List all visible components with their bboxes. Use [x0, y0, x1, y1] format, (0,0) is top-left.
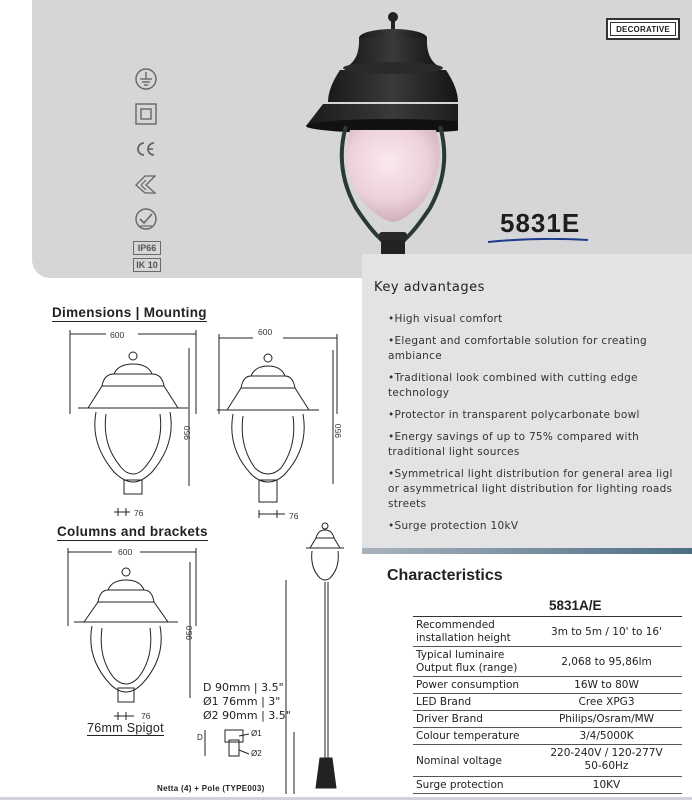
spigot-d-label: D — [197, 733, 203, 742]
spec-value: 10KV — [592, 779, 621, 791]
spigot-caption: 76mm Spigot — [87, 721, 164, 735]
columns-title: Columns and brackets — [57, 524, 208, 539]
spec-row — [413, 617, 682, 647]
spec-row — [413, 728, 682, 745]
pole-caption: Netta (4) + Pole (TYPE003) — [157, 784, 265, 793]
spec-row — [413, 694, 682, 711]
dimension-spigot-label: 76 — [289, 511, 299, 521]
spec-value: 3/4/5000K — [579, 730, 634, 742]
spec-line: D 90mm | 3.5" — [203, 681, 284, 694]
double-insulation-icon — [133, 101, 159, 127]
model-name: 5831E — [500, 208, 581, 238]
dimension-height-label: 950 — [333, 423, 343, 438]
spec-row — [413, 677, 682, 694]
category-badge — [606, 18, 680, 40]
spec-key: LED Brand — [416, 696, 472, 708]
advantage-item: • Symmetrical light distribution for general area ligl or asymmetrical light distribution for lighting roads streets — [388, 467, 688, 512]
advantage-item: • Elegant and comfortable solution for creating ambiance — [388, 334, 688, 364]
ip-rating-badge: IP66 — [133, 241, 161, 255]
certification-icons — [133, 66, 163, 275]
advantage-item: • Traditional look combined with cutting edge technology — [388, 371, 688, 401]
advantage-item: • Protector in transparent polycarbonate bowl — [388, 408, 688, 423]
spigot-o2-label: Ø2 — [251, 749, 262, 758]
spec-row — [413, 647, 682, 677]
spec-row — [413, 777, 682, 794]
key-advantages-title: Key advantages — [374, 280, 485, 295]
column-width-label: 600 — [118, 547, 133, 557]
dimension-width-label: 600 — [258, 327, 273, 337]
dimension-spigot-label: 76 — [134, 508, 144, 518]
ik-rating-badge: IK 10 — [133, 258, 161, 272]
ce-mark-icon — [133, 136, 159, 162]
spec-row — [413, 711, 682, 728]
rohs-check-icon — [133, 206, 159, 232]
advantage-item: • Surge protection 10kV — [388, 519, 688, 534]
spec-line: Ø2 90mm | 3.5" — [203, 709, 291, 722]
spec-value: 16W to 80W — [574, 679, 639, 691]
spec-row — [413, 745, 682, 777]
spec-key: Surge protection — [416, 779, 504, 791]
column-bracket-drawing — [64, 546, 204, 722]
spec-key: Power consumption — [416, 679, 520, 691]
column-spigot-label: 76 — [141, 711, 151, 721]
characteristics-title: Characteristics — [387, 567, 503, 584]
spigot-o1-label: Ø1 — [251, 729, 262, 738]
spec-key: Colour temperature — [416, 730, 520, 742]
spec-key: Typical luminaire Output flux (range) — [416, 649, 518, 674]
key-advantages-panel — [362, 254, 692, 552]
dimension-drawing-front — [62, 324, 202, 520]
spec-value: 220-240V / 120-277V 50-60Hz — [550, 747, 663, 772]
advantages-accent-bar — [362, 548, 692, 554]
model-underline-accent — [488, 238, 588, 243]
spec-value: 3m to 5m / 10' to 16' — [551, 626, 662, 638]
spec-key: Nominal voltage — [416, 755, 502, 767]
characteristics-model: 5831A/E — [549, 598, 602, 613]
dimensions-title: Dimensions | Mounting — [52, 305, 207, 320]
dimension-height-label: 950 — [182, 425, 192, 440]
spigot-detail-drawing — [195, 726, 275, 776]
lamp-product-image — [268, 8, 458, 276]
advantage-item: • Energy savings of up to 75% compared with traditional light sources — [388, 430, 688, 460]
spec-key: Driver Brand — [416, 713, 483, 725]
category-badge-label: DECORATIVE — [610, 22, 676, 36]
spec-value: Philips/Osram/MW — [558, 713, 655, 725]
advantages-list — [388, 312, 688, 541]
enec-mark-icon — [133, 171, 159, 197]
column-height-label: 950 — [184, 625, 194, 640]
spigot-specs — [203, 681, 291, 723]
spec-value: 2,068 to 95,86lm — [561, 656, 652, 668]
spec-key: Recommended installation height — [416, 619, 511, 644]
pole-drawing — [280, 518, 350, 798]
spec-line: Ø1 76mm | 3" — [203, 695, 281, 708]
advantage-item: • High visual comfort — [388, 312, 688, 327]
dimension-width-label: 600 — [110, 330, 125, 340]
earth-ground-icon — [133, 66, 159, 92]
product-hero-panel — [32, 0, 692, 278]
spec-value: Cree XPG3 — [578, 696, 635, 708]
